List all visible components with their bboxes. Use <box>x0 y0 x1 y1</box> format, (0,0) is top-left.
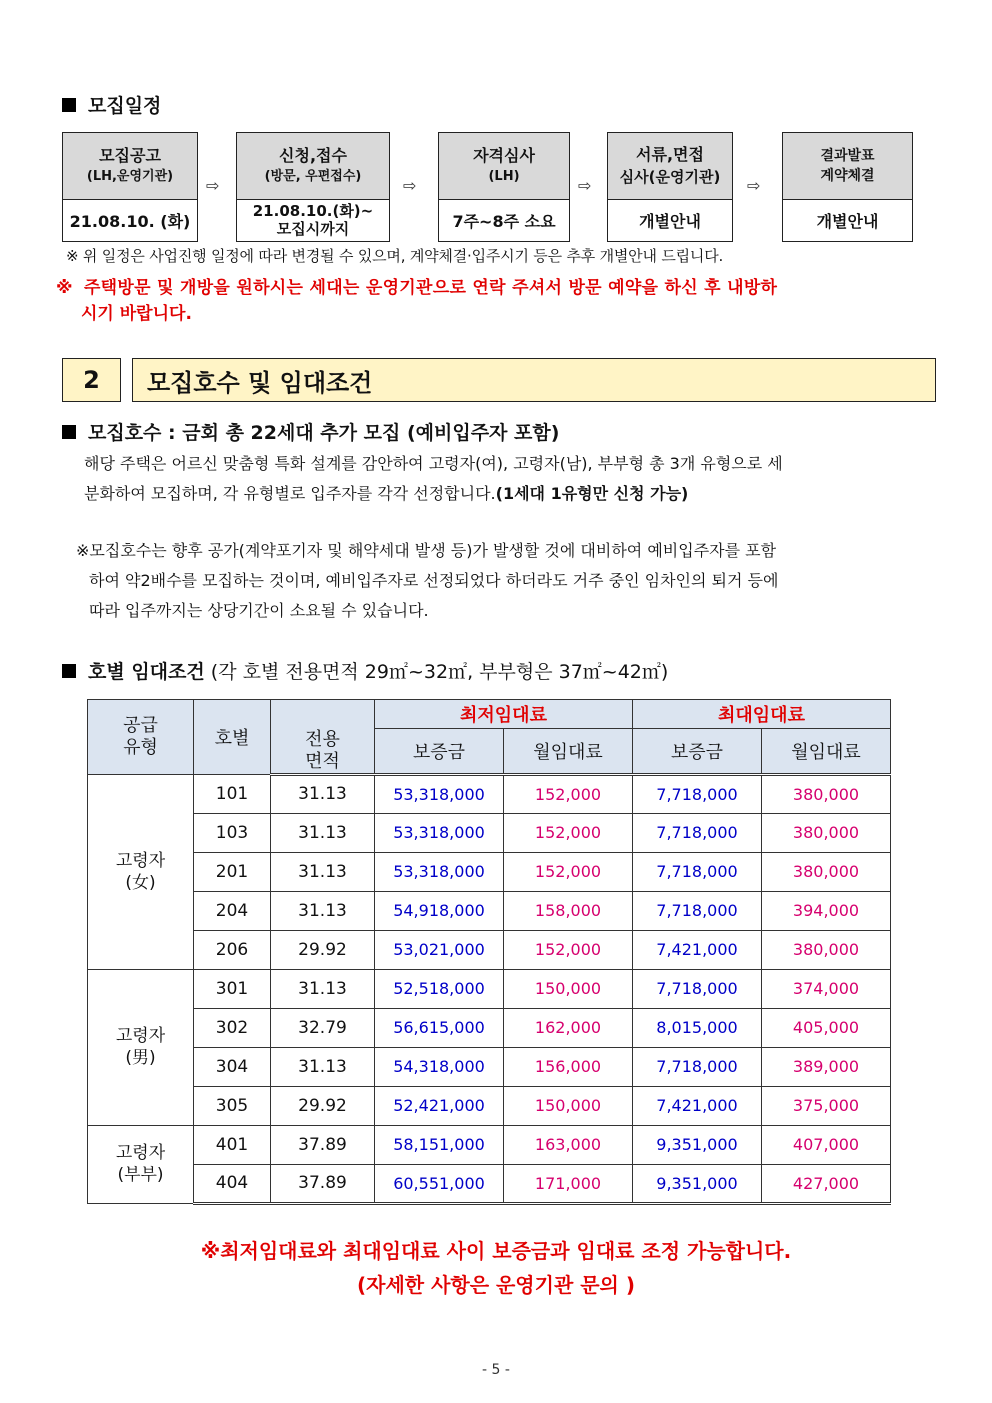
rent-table <box>87 699 891 1205</box>
cell-max-deposit: 7,718,000 <box>633 1047 762 1086</box>
header-max-deposit: 보증금 <box>633 729 762 775</box>
rent-heading: 호별 임대조건 (각 호별 전용면적 29㎡~32㎡, 부부형은 37㎡~42㎡) <box>62 657 668 684</box>
table-row <box>88 969 891 1008</box>
cell-unit: 201 <box>194 852 271 891</box>
table-row <box>88 1047 891 1086</box>
recruit-note-line2: 하여 약2배수를 모집하는 것이며, 예비입주자로 선정되었다 하더라도 거주 중인 임차인의 퇴거 등에 <box>89 571 779 590</box>
cell-area: 29.92 <box>271 1086 375 1125</box>
header-min-rent: 최저임대료 <box>375 700 633 729</box>
cell-max-deposit: 7,421,000 <box>633 930 762 969</box>
cell-min-monthly: 152,000 <box>504 852 633 891</box>
cell-unit: 204 <box>194 891 271 930</box>
cell-area: 31.13 <box>271 891 375 930</box>
header-max-monthly: 월임대료 <box>762 729 891 775</box>
cell-area: 37.89 <box>271 1164 375 1203</box>
recruit-para-line1: 해당 주택은 어르신 맞춤형 특화 설계를 감안하여 고령자(여), 고령자(남), 부부형 총 3개 유형으로 세 <box>84 454 783 473</box>
cell-area: 29.92 <box>271 930 375 969</box>
cell-max-monthly: 380,000 <box>762 774 891 813</box>
cell-max-monthly: 375,000 <box>762 1086 891 1125</box>
cell-max-deposit: 7,718,000 <box>633 852 762 891</box>
table-row <box>88 891 891 930</box>
step-sub: (방문, 우편접수) <box>264 169 362 184</box>
cell-min-deposit: 60,551,000 <box>375 1164 504 1203</box>
table-row <box>88 852 891 891</box>
cell-supply-type: 고령자 (女) <box>88 774 194 969</box>
cell-min-monthly: 156,000 <box>504 1047 633 1086</box>
table-row <box>88 1086 891 1125</box>
table-row <box>88 1125 891 1164</box>
schedule-step-result <box>782 132 913 242</box>
cell-max-deposit: 7,718,000 <box>633 774 762 813</box>
page-number: - 5 - <box>482 1362 510 1378</box>
step-value: 개별안내 <box>639 211 701 231</box>
step-value: 7주~8주 소요 <box>452 211 556 231</box>
recruit-note-line3: 따라 입주까지는 상당기간이 소요될 수 있습니다. <box>89 601 429 620</box>
cell-unit: 103 <box>194 813 271 852</box>
square-bullet-icon <box>62 98 76 112</box>
cell-min-deposit: 53,318,000 <box>375 774 504 813</box>
cell-unit: 206 <box>194 930 271 969</box>
recruit-note-line1: ※모집호수는 향후 공가(계약포기자 및 해약세대 발생 등)가 발생할 것에 대비하여 예비입주자를 포함 <box>76 541 777 560</box>
cell-min-deposit: 58,151,000 <box>375 1125 504 1164</box>
cell-min-monthly: 150,000 <box>504 1086 633 1125</box>
step-title: 서류,면접 <box>636 145 704 164</box>
cell-max-deposit: 7,718,000 <box>633 891 762 930</box>
cell-min-monthly: 150,000 <box>504 969 633 1008</box>
cell-area: 31.13 <box>271 852 375 891</box>
rent-footer-line2: (자세한 사항은 운영기관 문의 ) <box>357 1273 635 1297</box>
cell-max-deposit: 7,718,000 <box>633 969 762 1008</box>
recruit-heading: 모집호수 : 금회 총 22세대 추가 모집 (예비입주자 포함) <box>62 418 559 445</box>
cell-area: 32.79 <box>271 1008 375 1047</box>
schedule-heading: 모집일정 <box>62 91 161 118</box>
header-unit: 호별 <box>194 700 271 775</box>
rent-table-body <box>88 774 891 1203</box>
cell-max-monthly: 380,000 <box>762 813 891 852</box>
section-number: 2 <box>62 358 121 402</box>
cell-min-deposit: 53,021,000 <box>375 930 504 969</box>
cell-max-monthly: 405,000 <box>762 1008 891 1047</box>
cell-min-monthly: 152,000 <box>504 813 633 852</box>
cell-min-deposit: 54,918,000 <box>375 891 504 930</box>
square-bullet-icon <box>62 425 76 439</box>
step-sub: (LH,운영기관) <box>86 169 174 184</box>
arrow-right-icon: ⇨ <box>206 176 220 195</box>
schedule-step-review <box>438 132 570 242</box>
step-value: 모집시까지 <box>276 220 350 238</box>
cell-supply-type: 고령자 (부부) <box>88 1125 194 1203</box>
cell-max-monthly: 394,000 <box>762 891 891 930</box>
cell-min-monthly: 152,000 <box>504 930 633 969</box>
rent-footer-note <box>0 1234 992 1302</box>
cell-area: 31.13 <box>271 813 375 852</box>
arrow-right-icon: ⇨ <box>747 176 761 195</box>
rent-footer-line1: ※최저임대료와 최대임대료 사이 보증금과 임대료 조정 가능합니다. <box>200 1239 792 1263</box>
arrow-right-icon: ⇨ <box>578 176 592 195</box>
visit-notice <box>56 275 936 327</box>
header-min-monthly: 월임대료 <box>504 729 633 775</box>
cell-min-deposit: 56,615,000 <box>375 1008 504 1047</box>
cell-min-deposit: 52,421,000 <box>375 1086 504 1125</box>
cell-unit: 304 <box>194 1047 271 1086</box>
header-supply-type: 공급 유형 <box>88 700 194 775</box>
section-title: 모집호수 및 임대조건 <box>132 358 936 402</box>
cell-max-deposit: 7,421,000 <box>633 1086 762 1125</box>
header-max-rent: 최대임대료 <box>633 700 891 729</box>
schedule-step-announce <box>62 132 198 242</box>
header-area-top <box>271 700 375 729</box>
step-title: 결과발표 <box>820 148 875 164</box>
step-sub: (LH) <box>488 169 520 184</box>
step-title: 자격심사 <box>473 146 535 165</box>
header-min-deposit: 보증금 <box>375 729 504 775</box>
cell-area: 31.13 <box>271 1047 375 1086</box>
cell-max-deposit: 9,351,000 <box>633 1125 762 1164</box>
cell-max-deposit: 9,351,000 <box>633 1164 762 1203</box>
cell-min-monthly: 162,000 <box>504 1008 633 1047</box>
cell-max-deposit: 8,015,000 <box>633 1008 762 1047</box>
step-title: 신청,접수 <box>279 146 347 165</box>
cell-supply-type: 고령자 (男) <box>88 969 194 1125</box>
cell-min-deposit: 52,518,000 <box>375 969 504 1008</box>
cell-max-monthly: 380,000 <box>762 930 891 969</box>
cell-unit: 302 <box>194 1008 271 1047</box>
cell-min-deposit: 53,318,000 <box>375 813 504 852</box>
schedule-note: ※ 위 일정은 사업진행 일정에 따라 변경될 수 있으며, 계약체결·입주시기 등은 추후 개별안내 드립니다. <box>66 247 724 265</box>
step-value: 21.08.10.(화)~ <box>252 202 374 220</box>
recruit-note <box>76 536 936 626</box>
table-row <box>88 930 891 969</box>
cell-max-monthly: 389,000 <box>762 1047 891 1086</box>
cell-area: 37.89 <box>271 1125 375 1164</box>
cell-min-monthly: 171,000 <box>504 1164 633 1203</box>
schedule-step-interview <box>607 132 733 242</box>
step-title: 모집공고 <box>99 146 161 165</box>
cell-max-monthly: 374,000 <box>762 969 891 1008</box>
cell-min-monthly: 158,000 <box>504 891 633 930</box>
step-value: 개별안내 <box>816 211 879 231</box>
recruit-para-line2: 분화하여 모집하며, 각 유형별로 입주자를 각각 선정합니다.(1세대 1유형만 신청 가능) <box>84 484 689 503</box>
square-bullet-icon <box>62 664 76 678</box>
header-area: 전용 면적 <box>271 729 375 775</box>
table-header-row <box>88 700 891 729</box>
cell-max-monthly: 380,000 <box>762 852 891 891</box>
notice-line1: 주택방문 및 개방을 원하시는 세대는 운영기관으로 연락 주셔서 방문 예약을 하신 후 내방하 <box>83 278 778 298</box>
recruit-paragraph <box>84 449 936 509</box>
cell-min-deposit: 54,318,000 <box>375 1047 504 1086</box>
cell-unit: 301 <box>194 969 271 1008</box>
cell-unit: 305 <box>194 1086 271 1125</box>
cell-max-deposit: 7,718,000 <box>633 813 762 852</box>
step-sub: 계약체결 <box>820 168 875 184</box>
table-row <box>88 1164 891 1203</box>
cell-area: 31.13 <box>271 774 375 813</box>
cell-area: 31.13 <box>271 969 375 1008</box>
cell-unit: 401 <box>194 1125 271 1164</box>
cell-max-monthly: 427,000 <box>762 1164 891 1203</box>
table-row <box>88 813 891 852</box>
cell-min-deposit: 53,318,000 <box>375 852 504 891</box>
notice-mark: ※ <box>56 278 73 298</box>
step-sub: 심사(운영기관) <box>619 168 721 186</box>
cell-unit: 101 <box>194 774 271 813</box>
table-row <box>88 774 891 813</box>
schedule-step-apply <box>236 132 390 242</box>
cell-max-monthly: 407,000 <box>762 1125 891 1164</box>
arrow-right-icon: ⇨ <box>403 176 417 195</box>
notice-line2: 시기 바랍니다. <box>81 304 192 324</box>
cell-min-monthly: 152,000 <box>504 774 633 813</box>
cell-min-monthly: 163,000 <box>504 1125 633 1164</box>
table-row <box>88 1008 891 1047</box>
step-value: 21.08.10. (화) <box>69 211 191 231</box>
cell-unit: 404 <box>194 1164 271 1203</box>
